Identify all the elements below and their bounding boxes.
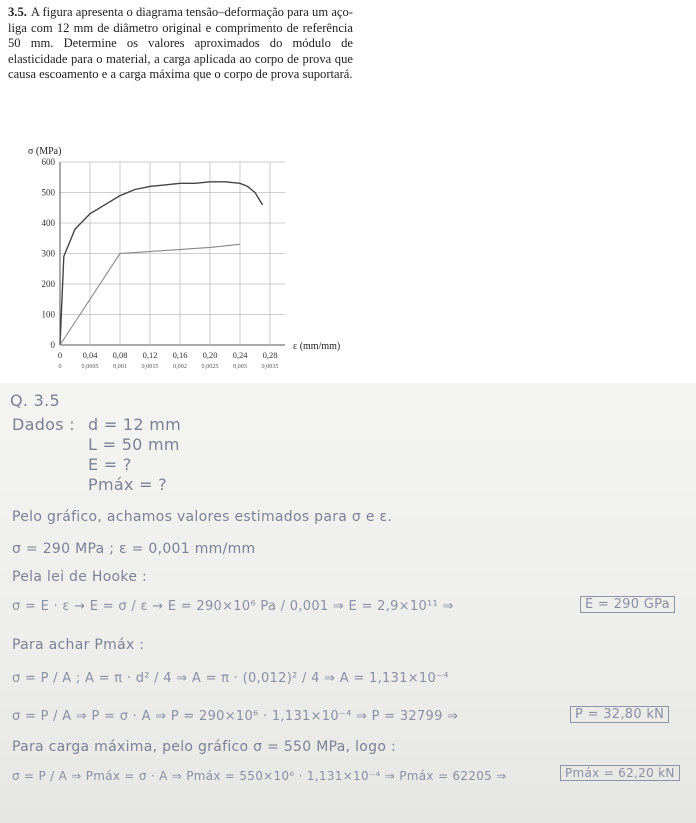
x-tick-label-lower: 0,0015 bbox=[141, 363, 159, 370]
x-tick-label-upper: 0,16 bbox=[172, 350, 188, 360]
x-tick-label-upper: 0,20 bbox=[202, 350, 218, 360]
yield-load-derivation: σ = P / A ⇒ P = σ · A ⇒ P = 290×10⁶ · 1,131×10⁻⁴ ⇒ P = 32799 ⇒ bbox=[12, 709, 459, 724]
solution-title: Q. 3.5 bbox=[10, 391, 61, 410]
given-pmax: Pmáx = ? bbox=[88, 475, 167, 494]
x-axis-label: ε (mm/mm) bbox=[293, 341, 341, 352]
x-tick-label-upper: 0,12 bbox=[142, 350, 158, 360]
chart-labels bbox=[28, 146, 340, 370]
given-modulus: E = ? bbox=[88, 455, 132, 474]
y-tick-label: 400 bbox=[41, 218, 55, 228]
max-load-heading: Para carga máxima, pelo gráfico σ = 550 MPa, logo : bbox=[12, 739, 396, 755]
problem-statement bbox=[8, 5, 353, 83]
y-tick-label: 0 bbox=[50, 340, 55, 350]
read-values: σ = 290 MPa ; ε = 0,001 mm/mm bbox=[12, 541, 256, 557]
pmax-heading: Para achar Pmáx : bbox=[12, 637, 145, 653]
modulus-derivation: σ = E · ε → E = σ / ε → E = 290×10⁶ Pa / 0,001 ⇒ E = 2,9×10¹¹ ⇒ bbox=[12, 599, 454, 614]
given-length: L = 50 mm bbox=[88, 435, 180, 454]
x-tick-label-upper: 0,28 bbox=[262, 350, 278, 360]
problem-number: 3.5. bbox=[8, 5, 27, 19]
textbook-scan bbox=[0, 0, 696, 383]
yield-load-result: P = 32,80 kN bbox=[570, 706, 669, 723]
y-tick-label: 200 bbox=[41, 279, 55, 289]
x-tick-label-lower: 0 bbox=[58, 363, 62, 370]
given-diameter: d = 12 mm bbox=[88, 415, 182, 434]
y-tick-label: 600 bbox=[41, 157, 55, 167]
stress-strain-chart bbox=[0, 140, 360, 380]
y-tick-label: 300 bbox=[41, 248, 55, 259]
x-tick-label-lower: 0,0005 bbox=[81, 363, 99, 370]
graph-sentence: Pelo gráfico, achamos valores estimados para σ e ε. bbox=[12, 509, 393, 525]
y-axis-label: σ (MPa) bbox=[28, 146, 62, 157]
y-tick-label: 100 bbox=[41, 309, 55, 320]
x-tick-label-upper: 0,24 bbox=[232, 350, 248, 360]
x-tick-label-lower: 0,001 bbox=[113, 363, 127, 370]
problem-text: A figura apresenta o diagrama tensão–deformação para um aço-liga com 12 mm de diâmetro original e comprimento de referência 50 mm. Determine os valores aproximados do módulo de elasticidade para o material, a carga aplicada ao corpo de prova que causa escoamento e a carga máxima que o corpo de prova suportará. bbox=[8, 5, 353, 82]
x-tick-label-upper: 0,08 bbox=[112, 350, 128, 360]
max-load-derivation: σ = P / A ⇒ Pmáx = σ · A ⇒ Pmáx = 550×10⁶ · 1,131×10⁻⁴ ⇒ Pmáx = 62205 ⇒ bbox=[12, 769, 507, 783]
x-tick-label-upper: 0,04 bbox=[82, 350, 98, 360]
y-tick-label: 500 bbox=[41, 187, 55, 198]
x-tick-label-lower: 0,002 bbox=[173, 363, 187, 370]
hooke-heading: Pela lei de Hooke : bbox=[12, 569, 148, 585]
x-tick-label-lower: 0,0035 bbox=[261, 363, 279, 370]
max-load-result: Pmáx = 62,20 kN bbox=[560, 765, 680, 781]
x-tick-label-lower: 0,0025 bbox=[201, 363, 219, 370]
given-label: Dados : bbox=[12, 415, 75, 434]
x-tick-label-upper: 0 bbox=[57, 350, 63, 360]
handwritten-solution bbox=[0, 383, 696, 823]
modulus-result: E = 290 GPa bbox=[580, 596, 675, 613]
x-tick-label-lower: 0,003 bbox=[233, 363, 247, 370]
area-derivation: σ = P / A ; A = π · d² / 4 ⇒ A = π · (0,012)² / 4 ⇒ A = 1,131×10⁻⁴ bbox=[12, 671, 449, 686]
